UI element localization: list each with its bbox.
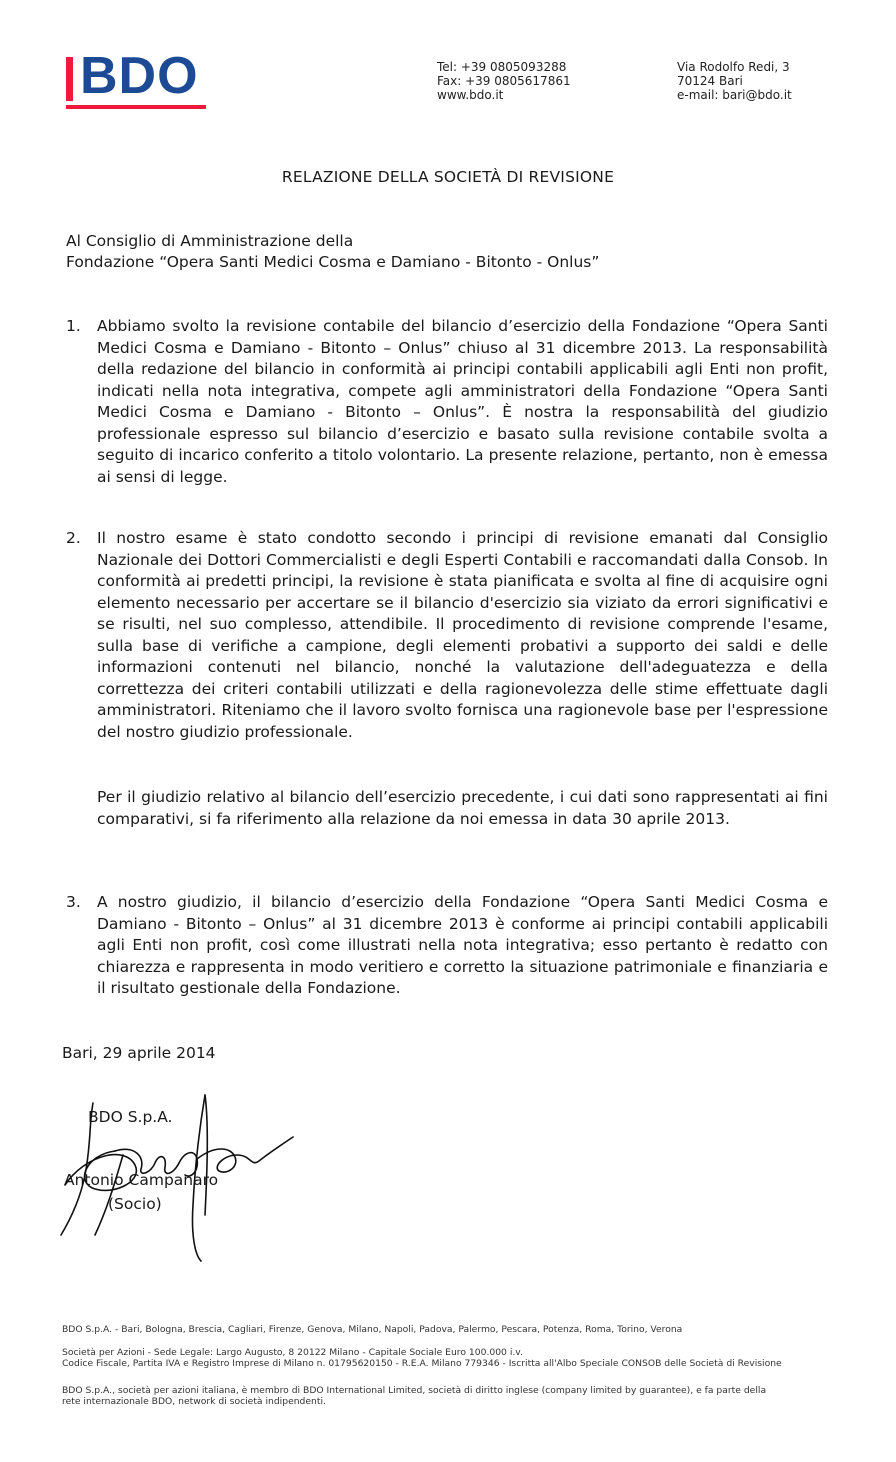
footer-network-line-2: rete internazionale BDO, network di società indipendenti. <box>62 1396 326 1407</box>
document-title: RELAZIONE DELLA SOCIETÀ DI REVISIONE <box>281 168 615 186</box>
logo-underline <box>66 105 206 109</box>
signatory-company: BDO S.p.A. <box>88 1108 173 1126</box>
section-number-3: 3. <box>66 893 81 911</box>
contact-fax: Fax: +39 0805617861 <box>437 74 571 88</box>
contact-website[interactable]: www.bdo.it <box>437 88 504 102</box>
place-date: Bari, 29 aprile 2014 <box>62 1044 216 1062</box>
footer-legal-line-1: Società per Azioni - Sede Legale: Largo Augusto, 8 20122 Milano - Capitale Sociale Euro 100.000 i.v. <box>62 1347 523 1358</box>
section-paragraph-2: Il nostro esame è stato condotto secondo i principi di revisione emanati dal Consiglio Nazionale dei Dottori Commercialisti e degli Esperti Contabili e raccomandati dalla Consob. In conformità ai predetti principi, la revisione è stata pianificata e svolta al fine di acquisire ogni elemento necessario per accertare se il bilancio d'esercizio sia viziato da errori significativi e se risulti, nel suo complesso, attendibile. Il procedimento di revisione comprende l'esame, sulla base di verifiche a campione, degli elementi probativi a supporto dei saldi e delle informazioni contenuti nel bilancio, nonché la valutazione dell'adeguatezza e della correttezza dei criteri contabili utilizzati e della ragionevolezza delle stime effettuate dagli amministratori. Riteniamo che il lavoro svolto fornisca una ragionevole base per l'espressione del nostro giudizio professionale. <box>97 529 828 741</box>
footer-legal-line-2: Codice Fiscale, Partita IVA e Registro Imprese di Milano n. 01795620150 - R.E.A. Milano 779346 - Iscritta all'Albo Speciale CONSOB delle Società di Revisione <box>62 1358 782 1369</box>
handwritten-signature <box>55 1085 305 1265</box>
contact-address-block <box>677 60 792 102</box>
contact-email[interactable]: e-mail: bari@bdo.it <box>677 88 792 102</box>
contact-phone-block <box>437 60 571 102</box>
address-city: 70124 Bari <box>677 74 743 88</box>
section-paragraph-3: A nostro giudizio, il bilancio d’esercizio della Fondazione “Opera Santi Medici Cosma e Damiano - Bitonto – Onlus” al 31 dicembre 2013 è conforme ai principi contabili applicabili agli Enti non profit, così come illustrati nella nota integrativa; esso pertanto è redatto con chiarezza e rappresenta in modo veritiero e corretto la situazione patrimoniale e finanziaria e il risultato gestionale della Fondazione. <box>97 893 828 997</box>
footer-legal <box>62 1347 782 1369</box>
section-paragraph-2b: Per il giudizio relativo al bilancio dell’esercizio precedente, i cui dati sono rappresentati ai fini comparativi, si fa riferimento alla relazione da noi emessa in data 30 aprile 2013. <box>97 788 828 828</box>
logo-text: BDO <box>80 47 199 105</box>
signatory-name: Antonio Campanaro <box>64 1171 219 1189</box>
footer-offices: BDO S.p.A. - Bari, Bologna, Brescia, Cagliari, Firenze, Genova, Milano, Napoli, Padova, Palermo, Pescara, Potenza, Roma, Torino, Verona <box>62 1324 683 1335</box>
footer-network <box>62 1385 766 1407</box>
address-street: Via Rodolfo Redi, 3 <box>677 60 790 74</box>
contact-tel: Tel: +39 0805093288 <box>437 60 567 74</box>
recipient-block <box>66 231 599 273</box>
footer-network-line-1: BDO S.p.A., società per azioni italiana, è membro di BDO International Limited, società di diritto inglese (company limited by guarantee), e fa parte della <box>62 1385 767 1396</box>
section-number-1: 1. <box>66 317 81 335</box>
recipient-line-1: Al Consiglio di Amministrazione della <box>66 232 354 250</box>
recipient-line-2: Fondazione “Opera Santi Medici Cosma e Damiano - Bitonto - Onlus” <box>66 253 600 271</box>
signatory-role: (Socio) <box>108 1195 162 1213</box>
section-paragraph-1: Abbiamo svolto la revisione contabile del bilancio d’esercizio della Fondazione “Opera Santi Medici Cosma e Damiano - Bitonto – Onlus” chiuso al 31 dicembre 2013. La responsabilità della redazione del bilancio in conformità ai principi contabili applicabili agli Enti non profit, indicati nella nota integrativa, compete agli amministratori della Fondazione “Opera Santi Medici Cosma e Damiano - Bitonto – Onlus”. È nostra la responsabilità del giudizio professionale espresso sul bilancio d’esercizio e basato sulla revisione contabile svolta a seguito di incarico conferito a titolo volontario. La presente relazione, pertanto, non è emessa ai sensi di legge. <box>97 317 828 486</box>
bdo-logo <box>66 47 208 110</box>
logo-red-bar <box>66 57 73 101</box>
section-number-2: 2. <box>66 529 81 547</box>
